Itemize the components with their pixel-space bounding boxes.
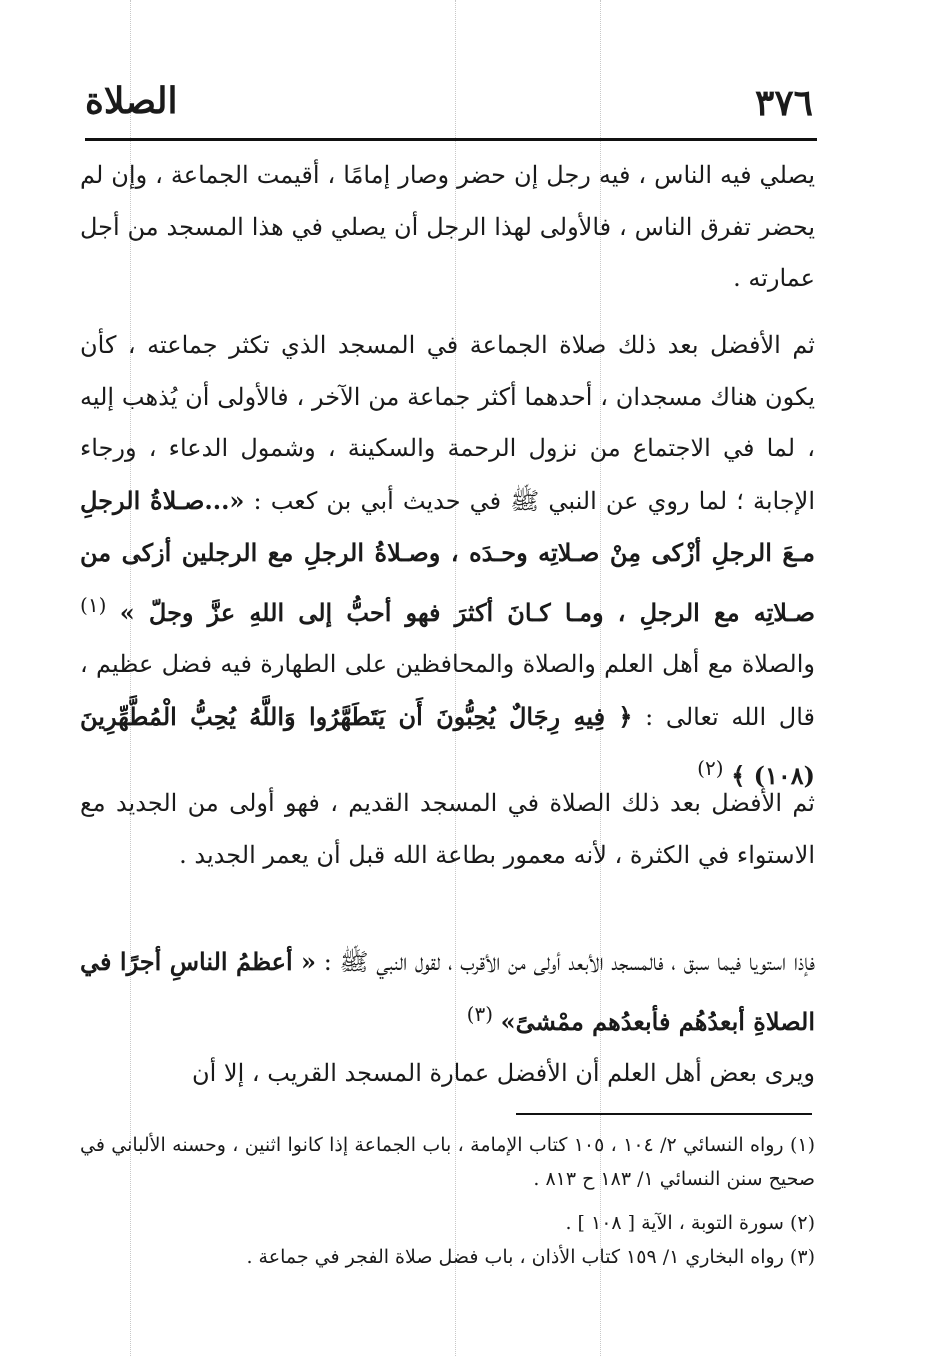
paragraph-text: ويرى بعض أهل العلم أن الأفضل عمارة المسجد القريب ، إلا أن — [192, 1059, 815, 1087]
footnote-ref: (٢) — [697, 756, 724, 780]
footnote-ref: (٣) — [466, 1001, 494, 1026]
paragraph-text: ثم الأفضل بعد ذلك الصلاة في المسجد القديم ، فهو أولى من الجديد مع الاستواء في الكثرة ، لأنه معمور بطاعة الله قبل أن يعمر الجديد . — [80, 789, 815, 869]
paragraph-3 — [80, 778, 815, 881]
paragraph-text: ثم الأفضل بعد ذلك صلاة الجماعة في المسجد الذي تكثر جماعته ، كأن يكون هناك مسجدان ، أحدهما أكثر جماعة من الآخر ، فالأولى أن يُذهب إليه ، لما في الاجتماع من نزول الرحمة والسكينة ، وشمول الدعاء ، ورجاء الإجابة ؛ لما روي عن النبي ﷺ في حديث أبي بن كعب : — [80, 331, 816, 515]
quran-verse: ﴿ فِيهِ رِجَالٌ يُحِبُّونَ أَن يَتَطَهَّرُوا وَاللَّهُ يُحِبُّ الْمُطَّهِّرِينَ (١٠٨) ﴾ — [80, 701, 815, 790]
paragraph-5 — [80, 1048, 815, 1100]
paragraph-text: يصلي فيه الناس ، فيه رجل إن حضر وصار إمامًا ، أقيمت الجماعة ، وإن لم يحضر تفرق الناس ، فالأولى لهذا الرجل أن يصلي في هذا المسجد من أجل عمارته . — [80, 161, 815, 292]
paragraph-text: فإذا استويا فيما سبق ، فالمسجد الأبعد أولى من الأقرب ، لقول النبي ﷺ : — [323, 948, 815, 976]
running-title: الصلاة — [85, 80, 178, 122]
hadith-quote: «...صـلاةُ الرجلِ مـعَ الرجلِ أزْكى مِنْ صـلاتِه وحـدَه ، وصـلاةُ الرجلِ مع الرجلين أزكى من صـلاتِه مع الرجلِ ، ومـا كـانَ أكثرَ فهو أحبُّ إلى اللهِ عزَّ وجلّ » — [80, 485, 815, 627]
footnote-3: (٣) رواه البخاري ١/ ١٥٩ كتاب الأذان ، باب فضل صلاة الفجر في جماعة . — [246, 1246, 815, 1268]
paragraph-1 — [80, 150, 815, 305]
paragraph-2 — [80, 320, 815, 803]
hadith-quote: « أعظمُ الناسِ أجرًا في الصلاةِ أبعدُهُم فأبعدُهم ممْشىً» — [80, 947, 815, 1036]
page-number: ٣٧٦ — [754, 82, 813, 124]
footnote-2: (٢) سورة التوبة ، الآية [ ١٠٨ ] . — [565, 1212, 815, 1234]
footnote-ref: (١) — [80, 592, 107, 617]
page-header — [85, 78, 815, 136]
footnote-rule — [516, 1113, 812, 1115]
header-rule — [85, 138, 817, 141]
paragraph-text: والصلاة مع أهل العلم والصلاة والمحافظين على الطهارة فيه فضل عظيم ، قال الله تعالى : — [80, 650, 815, 731]
paragraph-4 — [80, 936, 815, 1048]
footnote-1: (١) رواه النسائي ٢/ ١٠٤ ، ١٠٥ كتاب الإمامة ، باب الجماعة إذا كانوا اثنين ، وحسنه الألباني في صحيح سنن النسائي ١/ ١٨٣ ح ٨١٣ . — [80, 1134, 815, 1190]
